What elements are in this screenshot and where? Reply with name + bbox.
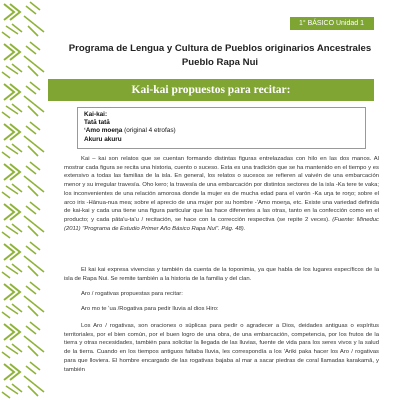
paragraph-toponimia — [64, 266, 379, 283]
poem-item-2 — [84, 127, 365, 135]
section-title-bar — [48, 79, 374, 101]
paragraph-aro-description — [64, 322, 379, 374]
paragraph-kai-kai — [64, 155, 379, 233]
poem-item-2-title: ʻAmo moeŋa — [84, 127, 123, 135]
paragraph-5-text: Los Aro / rogativas, son oraciones o súplicas para pedir o agradecer a Dios, deidades antiguas o espíritus territoriales, por el bien común, por el buen logro de una obra, de una embarcación, competencia, por los frutos de la tierra y otras necesidades, también para solicitar la llegada de las lluvias, fuente de vida para los seres vivos y la salud de la tierra. Cuando en los tiempos antiguos faltaba lluvia, les correspondía a los 'Ariki paka hacer los Aro / rogativas para que lloviera. El hombre encargado de las rogativas bajaba al mar a sacar piedras de coral llamadas karakamā, y también — [64, 323, 379, 373]
poem-item-3: Akuru akuru — [84, 135, 122, 143]
paragraph-1-source: (Fuente: Mineduc (2011) "Programa de Estudio Primer Año Básico Rapa Nui". Pág. 48). — [64, 216, 380, 232]
kai-kai-list-box — [77, 107, 366, 149]
poem-item-1: Tatā tatā — [84, 119, 110, 127]
paragraph-2-text: El kai kai expresa vivencias y también da cuenta de la toponimia, ya que habla de los lugares específicos de la isla de Rapa Nui. Se remite también a la historia de la familia y del clan. — [64, 267, 379, 282]
poem-list-heading: Kai-kai: — [84, 111, 108, 118]
title-line-1: Programa de Lengua y Cultura de Pueblos originarios Ancestrales — [68, 43, 372, 54]
poem-item-2-note: (original 4 etrofas) — [122, 127, 176, 135]
paragraph-1-text: Kai – kai son relatos que se cuentan formando distintas figuras entrelazadas con hilo en las dos manos. Al mostrar cada figura se recita una historia, cuento o suceso. Esta es una tradición que se ha mantenido en el tiempo y es extensivo a todas las familias de la isla. En general, los relatos o sucesos se refieren al vaivén de una embarcación menor y su irregular travesía. Oho kero; la travesía de una embarcación por distintos sectores de la isla -Ka tere te vaka; los inconvenientes de una relación amorosa donde la mujer es de mucha edad para el varón -Ka uŋa te roŋo; sobre el arco iris -Hānua-nua mea; sobre el aprecio de una mujer por su hombre -ʻAmo moeŋa, etc. Existe una variedad definida de kai-kai y cada una tiene una figura particular que las hace diferentes a las otras, tanto en la confección como en el producto; y cada pāta'u-ta'u / recitación, se hace con la corrección respectiva (se repite 2 veces). — [64, 156, 379, 223]
paragraph-4-text: Aro mo te ʻua /Rogativa para pedir lluvia al dios Hiro: — [81, 306, 219, 312]
section-title: Kai-kai propuestos para recitar: — [131, 84, 291, 96]
paragraph-aro-subheading — [64, 305, 379, 314]
decorative-border — [0, 0, 46, 400]
title-line-2: Pueblo Rapa Nui — [181, 57, 259, 68]
paragraph-aro-heading — [64, 290, 379, 299]
grade-unit-badge: 1° BÁSICO Unidad 1 — [290, 17, 374, 30]
paragraph-3-text: Aro / rogativas propuestas para recitar: — [81, 291, 183, 297]
page-title — [48, 42, 392, 70]
